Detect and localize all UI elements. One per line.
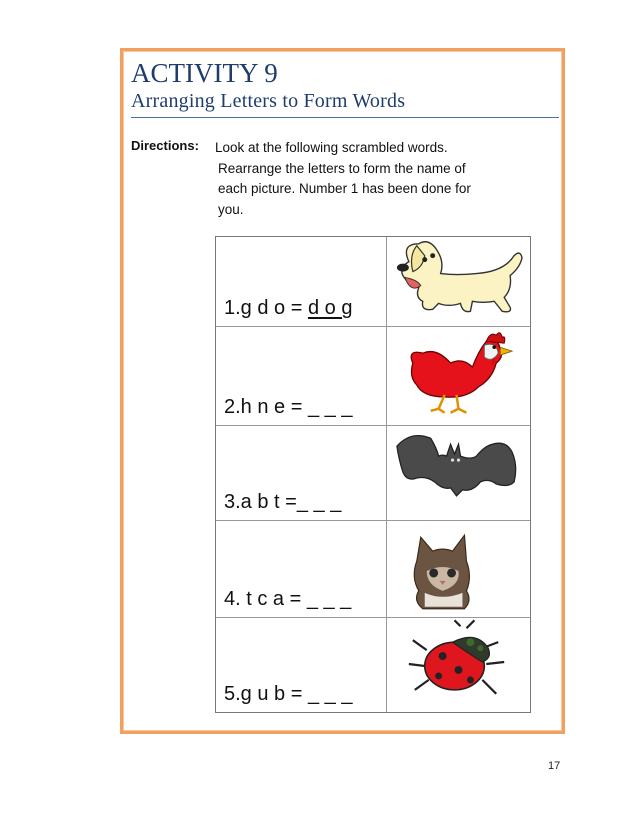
table-row xyxy=(216,617,530,712)
scrambled-word: 5.g u b = _ _ _ xyxy=(224,683,353,705)
cat-picture xyxy=(387,521,530,617)
directions-line: Look at the following scrambled words. xyxy=(215,140,448,155)
word-cell xyxy=(216,237,387,326)
dog-picture xyxy=(387,237,530,326)
page-number: 17 xyxy=(548,760,561,772)
picture-cell xyxy=(387,426,530,520)
picture-cell xyxy=(387,521,530,617)
scrambled-word: 4. t c a = _ _ _ xyxy=(224,588,352,610)
bat-picture xyxy=(387,426,530,520)
scrambled-word: 1.g d o = d o g xyxy=(224,297,353,319)
directions-line: each picture. Number 1 has been done for xyxy=(218,181,471,196)
table-row xyxy=(216,237,530,326)
title-divider xyxy=(131,117,559,118)
word-cell xyxy=(216,618,387,712)
word-cell xyxy=(216,521,387,617)
word-cell xyxy=(216,327,387,425)
hen-picture xyxy=(387,327,530,425)
worksheet-table xyxy=(215,236,531,713)
picture-cell xyxy=(387,327,530,425)
picture-cell xyxy=(387,618,530,712)
bug-picture xyxy=(387,618,530,712)
picture-cell xyxy=(387,237,530,326)
table-row xyxy=(216,520,530,617)
scrambled-word: 3.a b t =_ _ _ xyxy=(224,491,342,513)
word-cell xyxy=(216,426,387,520)
table-row xyxy=(216,326,530,425)
scrambled-word: 2.h n e = _ _ _ xyxy=(224,396,353,418)
directions-text xyxy=(131,138,491,220)
table-row xyxy=(216,425,530,520)
directions-label: Directions: xyxy=(131,138,199,153)
answer-text: d o g xyxy=(307,297,353,319)
activity-title: ACTIVITY 9 xyxy=(131,58,278,88)
activity-subtitle: Arranging Letters to Form Words xyxy=(131,90,406,112)
directions-line: Rearrange the letters to form the name of xyxy=(218,160,466,176)
directions-line: you. xyxy=(218,201,244,217)
